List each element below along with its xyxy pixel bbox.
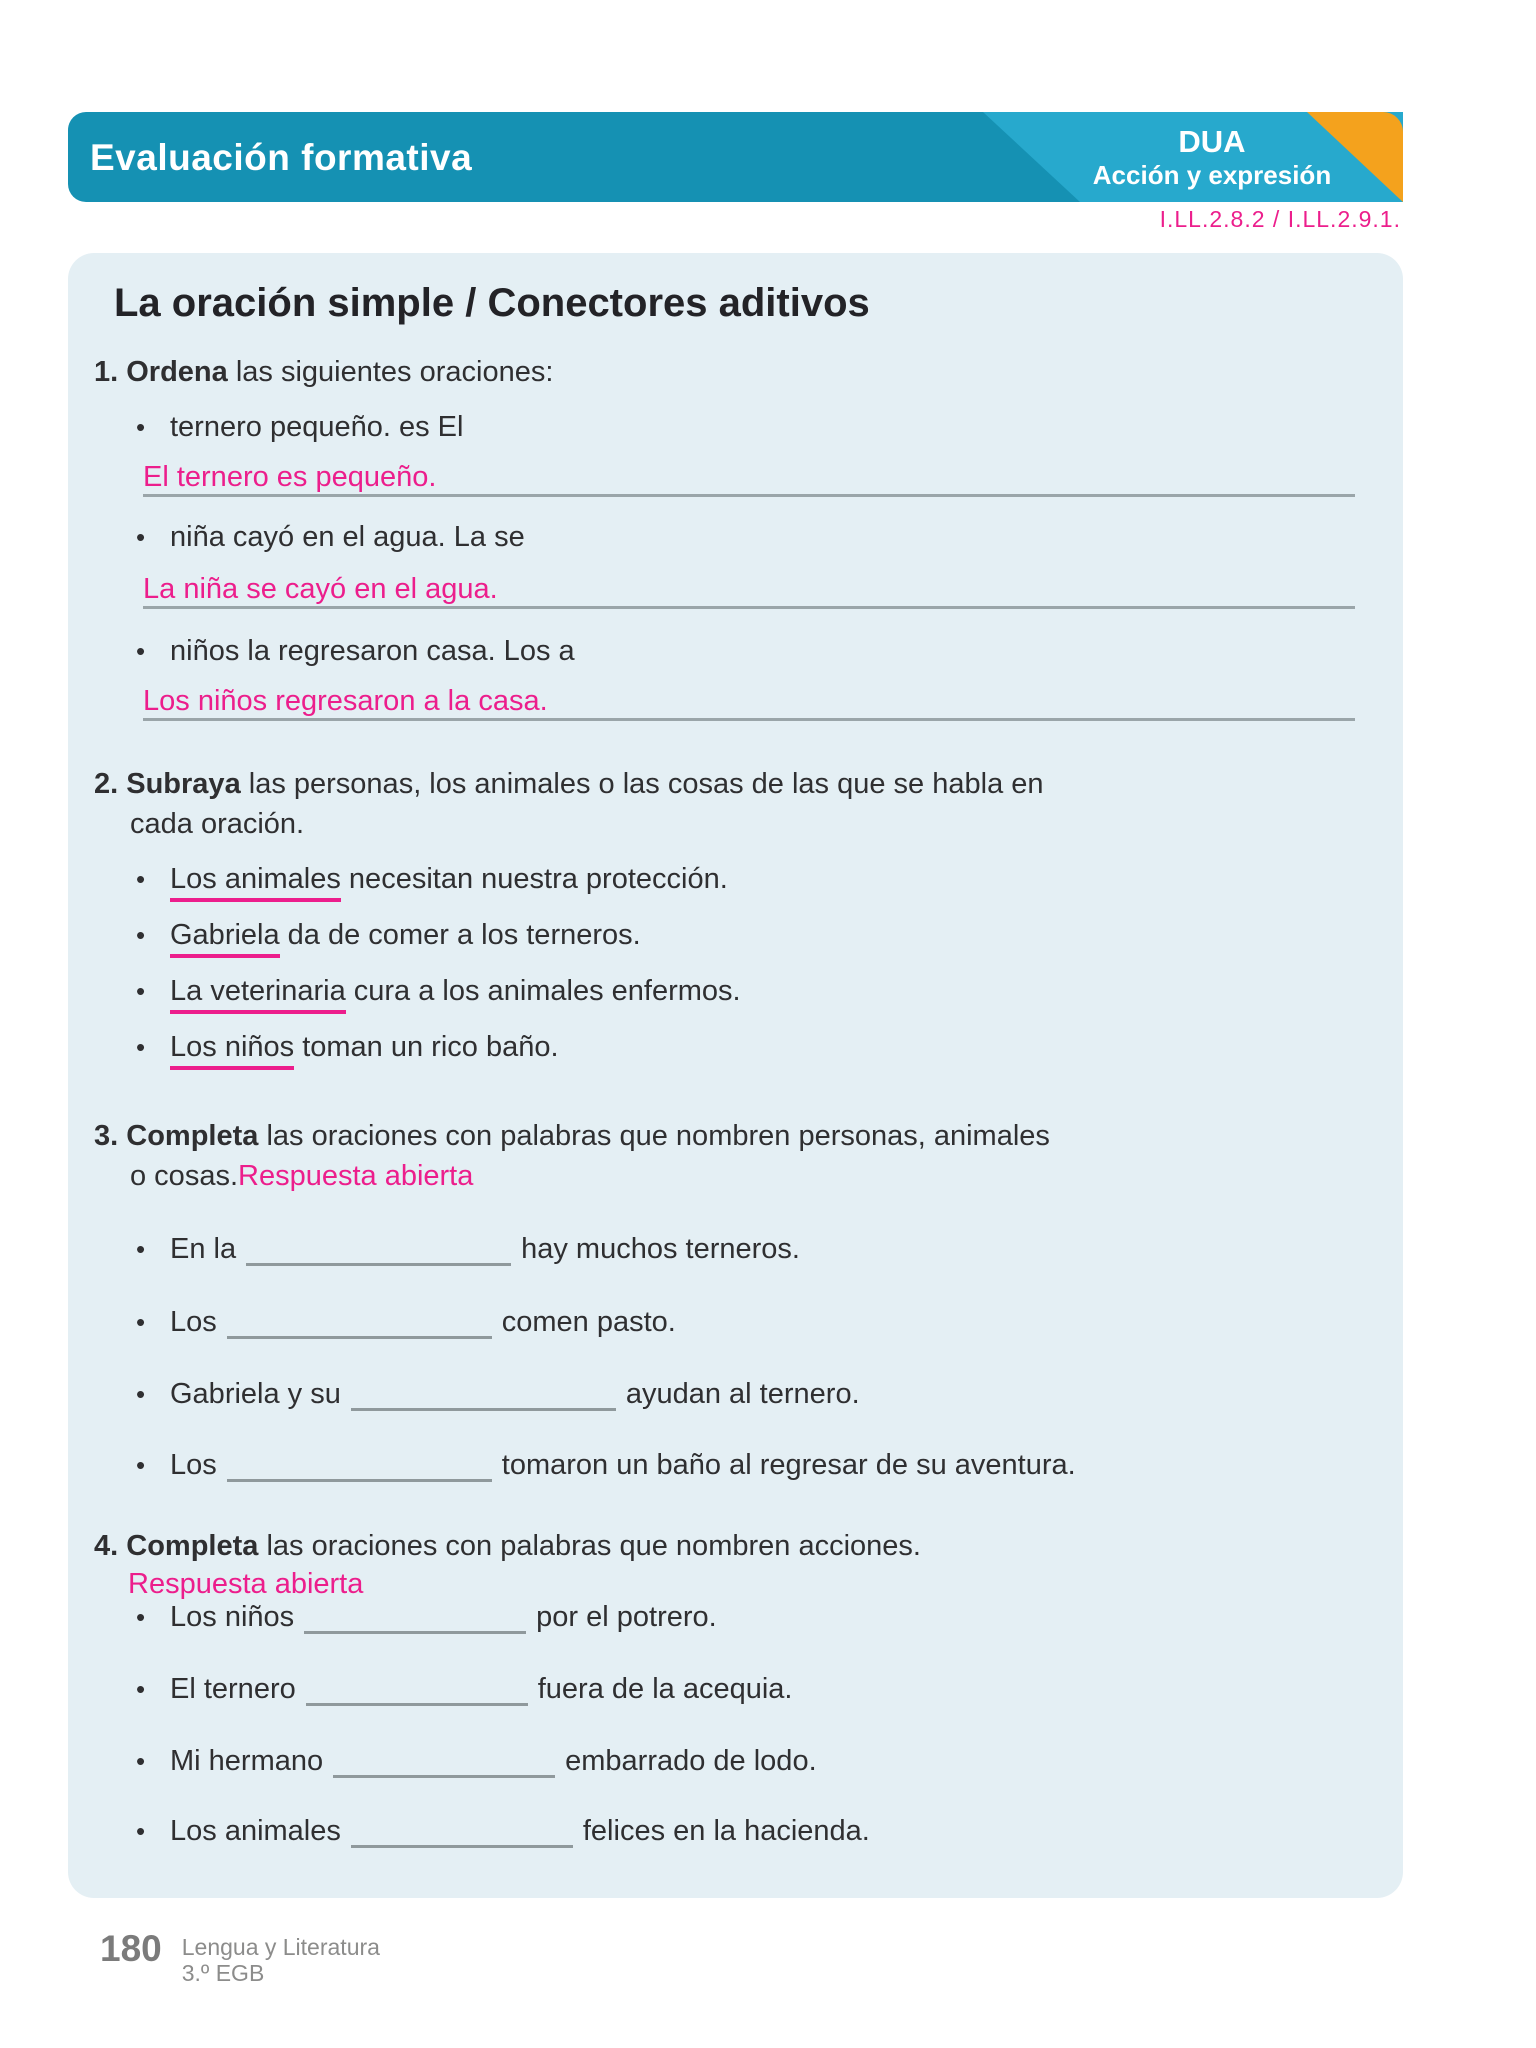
exercise-3-instruction-text: las oraciones con palabras que nombren personas, animales (258, 1120, 1050, 1152)
sentence-after: comen pasto. (501, 1306, 676, 1338)
sentence-before: Los niños (170, 1601, 295, 1633)
fill-in-blank-line (227, 1329, 492, 1339)
exercise-1-instruction (94, 356, 553, 389)
bullet-icon: • (136, 636, 146, 666)
bullet-icon: • (136, 1379, 146, 1409)
sentence-before: Los animales (170, 1815, 341, 1847)
sentence-rest: necesitan nuestra protección. (340, 863, 728, 895)
bullet-icon: • (136, 1602, 146, 1632)
exercise-1-item-3-answer-line (143, 677, 1355, 721)
exercise-4-verb: Completa (126, 1530, 259, 1562)
exercise-4-instruction (94, 1530, 921, 1563)
exercise-2-item-4 (136, 1031, 559, 1064)
bullet-icon: • (136, 522, 146, 552)
bullet-icon: • (136, 1234, 146, 1264)
fill-in-blank-line (333, 1768, 555, 1778)
bullet-icon: • (136, 1307, 146, 1337)
sentence-after: ayudan al ternero. (625, 1378, 860, 1410)
exercise-2-instruction-text: las personas, los animales o las cosas de las que se habla en (240, 768, 1044, 800)
page-number: 180 (100, 1928, 162, 1969)
dua-badge (1062, 124, 1362, 190)
open-answer-note: Respuesta abierta (238, 1160, 474, 1192)
sentence-before: Los (170, 1449, 217, 1481)
sentence-rest: toman un rico baño. (294, 1031, 559, 1063)
footer-text (182, 1931, 380, 1986)
exercise-4-instruction-text: las oraciones con palabras que nombren acciones. (258, 1530, 921, 1562)
exercise-3-item-2 (136, 1306, 676, 1339)
prompt-text: niña cayó en el agua. La se (170, 521, 525, 553)
exercise-3-instruction-line2 (130, 1160, 473, 1193)
sentence-after: felices en la hacienda. (582, 1815, 870, 1847)
exercise-1-number: 1. (94, 356, 119, 388)
underlined-subject: La veterinaria (170, 975, 346, 1014)
worksheet-title: La oración simple / Conectores aditivos (114, 281, 870, 325)
exercise-3-instruction (94, 1120, 1050, 1153)
sentence-rest: cura a los animales enfermos. (345, 975, 741, 1007)
header-bar (68, 112, 1403, 202)
bullet-icon: • (136, 976, 146, 1006)
worksheet-panel (68, 253, 1403, 1898)
bullet-icon: • (136, 1816, 146, 1846)
exercise-1-instruction-text: las siguientes oraciones: (227, 356, 554, 388)
bullet-icon: • (136, 920, 146, 950)
sentence-before: En la (170, 1233, 237, 1265)
sentence-after: fuera de la acequia. (537, 1673, 793, 1705)
bullet-icon: • (136, 412, 146, 442)
exercise-2-number: 2. (94, 768, 119, 800)
page-header-title: Evaluación formativa (90, 137, 473, 178)
exercise-4-number: 4. (94, 1530, 119, 1562)
exercise-4-item-4 (136, 1815, 870, 1848)
dua-badge-subtitle: Acción y expresión (1092, 160, 1332, 190)
sentence-after: por el potrero. (536, 1601, 717, 1633)
exercise-3-number: 3. (94, 1120, 119, 1152)
fill-in-blank-line (227, 1472, 492, 1482)
exercise-1-item-2-answer-line (143, 565, 1355, 609)
exercise-1-item-1-answer-line (143, 453, 1355, 497)
exercise-4-item-1 (136, 1601, 717, 1634)
exercise-2-verb: Subraya (126, 768, 241, 800)
exercise-1-verb: Ordena (126, 356, 228, 388)
underlined-subject: Los animales (170, 863, 341, 902)
underlined-subject: Gabriela (170, 919, 280, 958)
exercise-3-verb: Completa (126, 1120, 259, 1152)
exercise-1-item-1-prompt (136, 411, 463, 444)
underlined-subject: Los niños (170, 1031, 294, 1070)
answer-text: El ternero es pequeño. (143, 461, 437, 493)
exercise-4-item-3 (136, 1745, 817, 1778)
fill-in-blank-line (351, 1401, 616, 1411)
exercise-2-item-2 (136, 919, 641, 952)
fill-in-blank-line (246, 1256, 511, 1266)
exercise-2-item-1 (136, 863, 728, 896)
exercise-3-item-3 (136, 1378, 860, 1411)
bullet-icon: • (136, 864, 146, 894)
sentence-after: embarrado de lodo. (565, 1745, 817, 1777)
answer-text: Los niños regresaron a la casa. (143, 685, 548, 717)
exercise-3-item-4 (136, 1449, 1076, 1482)
dua-badge-title: DUA (1178, 124, 1246, 159)
exercise-4-item-2 (136, 1673, 792, 1706)
sentence-before: Gabriela y su (170, 1378, 341, 1410)
exercise-2-item-3 (136, 975, 741, 1008)
exercise-2-instruction (94, 768, 1044, 801)
exercise-3-item-1 (136, 1233, 800, 1266)
exercise-2-instruction-line2: cada oración. (130, 808, 305, 840)
bullet-icon: • (136, 1746, 146, 1776)
fill-in-blank-line (306, 1696, 528, 1706)
curriculum-standards-code: I.LL.2.8.2 / I.LL.2.9.1. (1159, 206, 1401, 232)
prompt-text: ternero pequeño. es El (170, 411, 464, 443)
footer-grade: 3.º EGB (181, 1960, 265, 1986)
sentence-after: tomaron un baño al regresar de su aventura. (501, 1449, 1076, 1481)
answer-text: La niña se cayó en el agua. (143, 573, 498, 605)
fill-in-blank-line (304, 1624, 526, 1634)
exercise-1-item-3-prompt (136, 635, 575, 668)
fill-in-blank-line (351, 1838, 573, 1848)
sentence-before: Los (170, 1306, 217, 1338)
sentence-before: Mi hermano (170, 1745, 324, 1777)
bullet-icon: • (136, 1032, 146, 1062)
sentence-after: hay muchos terneros. (521, 1233, 800, 1265)
sentence-rest: da de comer a los terneros. (279, 919, 641, 951)
open-answer-note: Respuesta abierta (128, 1568, 364, 1600)
exercise-1-item-2-prompt (136, 521, 525, 554)
bullet-icon: • (136, 1450, 146, 1480)
instruction-line2-text: o cosas. (130, 1160, 238, 1192)
bullet-icon: • (136, 1674, 146, 1704)
prompt-text: niños la regresaron casa. Los a (170, 635, 575, 667)
footer-subject: Lengua y Literatura (181, 1934, 380, 1960)
page-footer (100, 1928, 380, 1986)
sentence-before: El ternero (170, 1673, 296, 1705)
